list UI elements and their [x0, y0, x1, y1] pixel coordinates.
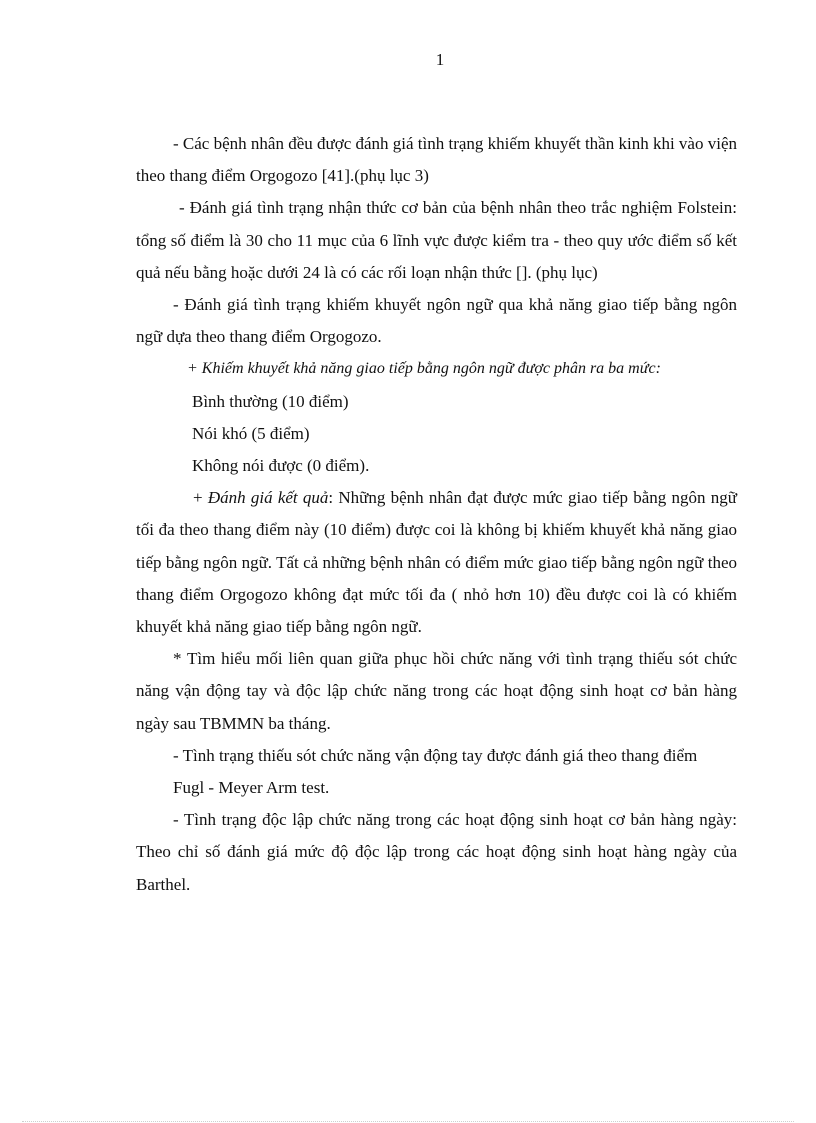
result-prefix: +: [193, 488, 208, 508]
page-number: 1: [435, 50, 445, 69]
body-text: [136, 128, 737, 901]
result-label: Đánh giá kết quả: [207, 488, 329, 508]
footer-divider: [22, 1121, 794, 1122]
level-item-unable: Không nói được (0 điểm).: [192, 456, 370, 476]
paragraph-relationship-study: * Tìm hiểu mối liên quan giữa phục hồi chức năng với tình trạng thiếu sót chức năng vận động tay và độc lập chức năng trong các hoạt động sinh hoạt cơ bản hàng ngày sau TBMMN ba tháng.: [136, 649, 737, 733]
paragraph-language-assessment: - Đánh giá tình trạng khiếm khuyết ngôn ngữ qua khả năng giao tiếp bằng ngôn ngữ dựa theo thang điểm Orgogozo.: [136, 295, 737, 347]
paragraph-language-levels-heading: + Khiếm khuyết khả năng giao tiếp bằng ngôn ngữ được phân ra ba mức:: [187, 360, 661, 378]
paragraph-arm-motor-line1: - Tình trạng thiếu sót chức năng vận động tay được đánh giá theo thang điểm: [173, 745, 698, 765]
level-item-normal: Bình thường (10 điểm): [192, 391, 349, 411]
result-body: : Những bệnh nhân đạt được mức giao tiếp bằng ngôn ngữ tối đa theo thang điểm này (10 điểm) được coi là không bị khiếm khuyết khả năng giao tiếp bằng ngôn ngữ. Tất cả những bệnh nhân có điểm mức giao tiếp bằng ngôn ngữ theo thang điểm Orgogozo không đạt mức tối đa ( nhỏ hơn 10) đều được coi là có khiếm khuyết khả năng giao tiếp bằng ngôn ngữ.: [136, 488, 737, 637]
level-item-difficult: Nói khó (5 điểm): [192, 423, 310, 443]
paragraph-arm-motor-line2: Fugl - Meyer Arm test.: [173, 778, 330, 798]
paragraph-neurological-assessment: - Các bệnh nhân đều được đánh giá tình trạng khiếm khuyết thần kinh khi vào viện theo thang điểm Orgogozo [41].(phụ lục 3): [136, 134, 737, 186]
paragraph-barthel: - Tình trạng độc lập chức năng trong các hoạt động sinh hoạt cơ bản hàng ngày: Theo chỉ số đánh giá mức độ độc lập trong các hoạt động sinh hoạt hàng ngày của Barthel.: [136, 810, 737, 894]
paragraph-cognitive-assessment: - Đánh giá tình trạng nhận thức cơ bản của bệnh nhân theo trắc nghiệm Folstein: tổng số điểm là 30 cho 11 mục của 6 lĩnh vực được kiểm tra - theo quy ước điểm số kết quả nếu bằng hoặc dưới 24 là có các rối loạn nhận thức []. (phụ lục): [136, 198, 737, 282]
paragraph-result-evaluation: [136, 482, 737, 643]
